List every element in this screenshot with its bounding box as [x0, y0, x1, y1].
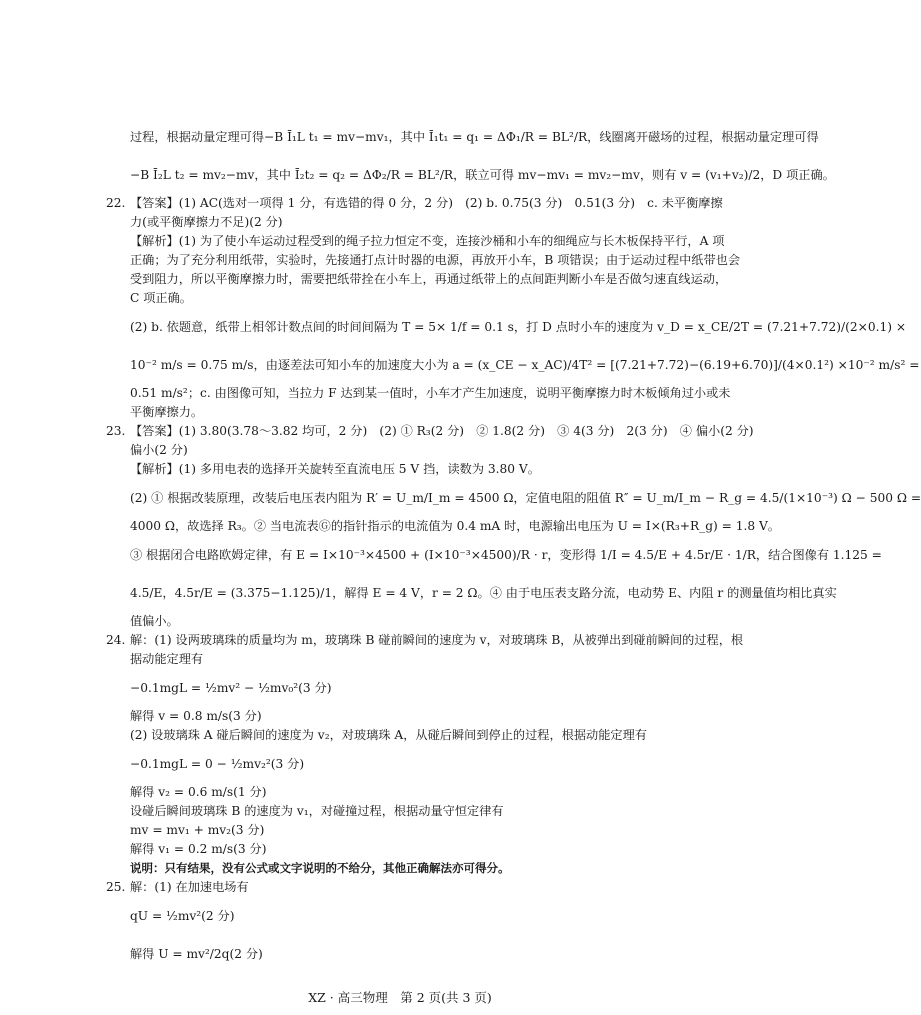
- q21-continuation: [130, 118, 835, 194]
- text-line: 正确；为了充分利用纸带，实验时，先接通打点计时器的电源，再放开小车，B 项错误；由于运动过程中纸带也会: [130, 253, 741, 267]
- question-24: [106, 631, 744, 878]
- question-number: 22.: [106, 196, 126, 210]
- text-line: 解得 v = 0.8 m/s(3 分): [130, 709, 262, 723]
- question-number: 23.: [106, 424, 126, 438]
- text-line: 【答案】(1) AC(选对一项得 1 分，有选错的得 0 分，2 分) (2) b. 0.75(3 分) 0.51(3 分) c. 未平衡摩擦: [130, 196, 723, 210]
- text-line: 【解析】(1) 为了使小车运动过程受到的绳子拉力恒定不变，连接沙桶和小车的细绳应与长木板保持平行，A 项: [130, 234, 725, 248]
- text-line: 偏小(2 分): [130, 443, 188, 457]
- equation-line: −0.1mgL = ½mv² − ½mv₀²(3 分): [130, 681, 332, 695]
- text-line: 平衡摩擦力。: [130, 405, 204, 419]
- question-23: [106, 422, 921, 631]
- grading-note: 说明：只有结果，没有公式或文字说明的不给分，其他正确解法亦可得分。: [130, 861, 510, 875]
- text-line: (2) 设玻璃珠 A 碰后瞬间的速度为 v₂，对玻璃珠 A，从碰后瞬间到停止的过程，根据动能定理有: [130, 728, 647, 742]
- text-line: 解：(1) 设两玻璃珠的质量均为 m，玻璃珠 B 碰前瞬间的速度为 v，对玻璃珠 B，从被弹出到碰前瞬间的过程，根: [130, 633, 744, 647]
- text-line: 10⁻² m/s = 0.75 m/s，由逐差法可知小车的加速度大小为 a = (x_CE − x_AC)/4T² = [(7.21+7.72)−(6.19+6.70)]/(4×0.1²) ×10⁻² m/s² =: [130, 358, 920, 372]
- question-number: 25.: [106, 880, 126, 894]
- text-line: C 项正确。: [130, 291, 192, 305]
- text-line: 受到阻力，所以平衡摩擦力时，需要把纸带拴在小车上，再通过纸带上的点间距判断小车是否做匀速直线运动，: [130, 272, 728, 286]
- equation-line: qU = ½mv²(2 分): [130, 909, 235, 923]
- solution-content: [106, 118, 921, 973]
- text-line: 【解析】(1) 多用电表的选择开关旋转至直流电压 5 V 挡，读数为 3.80 V。: [130, 462, 540, 476]
- text-line: 4.5/E，4.5r/E = (3.375−1.125)/1，解得 E = 4 V，r = 2 Ω。④ 由于电压表支路分流，电动势 E、内阻 r 的测量值均相比真实: [130, 586, 837, 600]
- text-line: 解得 v₂ = 0.6 m/s(1 分): [130, 785, 267, 799]
- page-footer: XZ · 高三物理 第 2 页(共 3 页): [308, 990, 492, 1005]
- text-line: 【答案】(1) 3.80(3.78～3.82 均可，2 分) (2) ① R₃(2 分) ② 1.8(2 分) ③ 4(3 分) 2(3 分) ④ 偏小(2 分): [130, 424, 754, 438]
- equation-line: mv = mv₁ + mv₂(3 分): [130, 823, 265, 837]
- equation-line: 解得 U = mv²/2q(2 分): [130, 947, 263, 961]
- text-line: ③ 根据闭合电路欧姆定律，有 E = I×10⁻³×4500 + (I×10⁻³×4500)/R · r，变形得 1/I = 4.5/E + 4.5r/E · 1/R，结合图像有 1.125 =: [130, 548, 882, 562]
- text-line: −B Ī₂L t₂ = mv₂−mv，其中 Ī₂t₂ = q₂ = ΔΦ₂/R = BL²/R，联立可得 mv−mv₁ = mv₂−mv，则有 v = (v₁+v₂)/2，D 项正确。: [130, 168, 835, 182]
- text-line: (2) b. 依题意，纸带上相邻计数点间的时间间隔为 T = 5× 1/f = 0.1 s，打 D 点时小车的速度为 v_D = x_CE/2T = (7.21+7.72)/(2×0.1) ×: [130, 320, 907, 334]
- question-25: [106, 878, 685, 973]
- text-line: 解得 v₁ = 0.2 m/s(3 分): [130, 842, 267, 856]
- text-line: 解：(1) 在加速电场有: [130, 880, 249, 894]
- question-22: [106, 194, 920, 422]
- text-line: 0.51 m/s²；c. 由图像可知，当拉力 F 达到某一值时，小车才产生加速度，说明平衡摩擦力时木板倾角过小或未: [130, 386, 731, 400]
- text-line: 过程，根据动量定理可得−B Ī₁L t₁ = mv−mv₁，其中 Ī₁t₁ = q₁ = ΔΦ₁/R = BL²/R，线圈离开磁场的过程，根据动量定理可得: [130, 130, 819, 144]
- question-number: 24.: [106, 633, 126, 647]
- text-line: 值偏小。: [130, 614, 179, 628]
- equation-line: −0.1mgL = 0 − ½mv₂²(3 分): [130, 757, 305, 771]
- text-line: 力(或平衡摩擦力不足)(2 分): [130, 215, 283, 229]
- text-line: 4000 Ω，故选择 R₃。② 当电流表Ⓖ的指针指示的电流值为 0.4 mA 时，电源输出电压为 U = I×(R₃+R_g) = 1.8 V。: [130, 519, 780, 533]
- text-line: 设碰后瞬间玻璃珠 B 的速度为 v₁，对碰撞过程，根据动量守恒定律有: [130, 804, 504, 818]
- text-line: 据动能定理有: [130, 652, 204, 666]
- text-line: (2) ① 根据改装原理，改装后电压表内阻为 R′ = U_m/I_m = 4500 Ω，定值电阻的阻值 R″ = U_m/I_m − R_g = 4.5/(1×10⁻³) Ω − 500 Ω =: [130, 491, 921, 505]
